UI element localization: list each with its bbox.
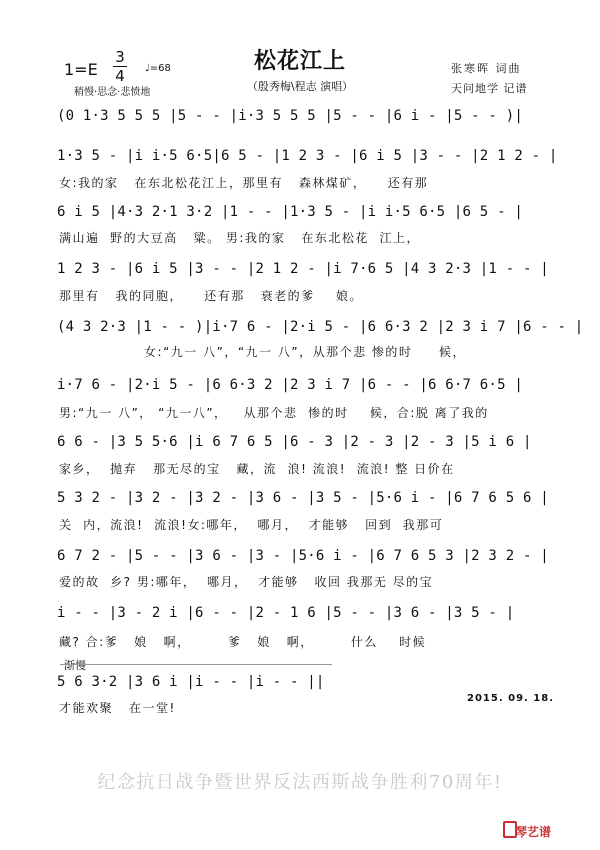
tribute-watermark: 纪念抗日战争暨世界反法西斯战争胜利70周年! [97,772,503,793]
notation-line-0: (0 1·3 5 5 5 |5 - - |i·3 5 5 5 |5 - - |6 i - |5 - - )| [57,108,523,124]
lyrics-line-3: 那里有 我的同胞， 还有那 衰老的爹 娘。 [59,289,363,303]
time-signature [113,49,127,84]
notation-line-5: i·7 6 - |2·i 5 - |6 6·3 2 |2 3 i 7 |6 - - |6 6·7 6·5 | [57,377,523,393]
notation-line-9: i - - |3 - 2 i |6 - - |2 - 1 6 |5 - - |3 6 - |3 5 - | [57,605,515,621]
expression-marking: 稍慢·思念·悲愤地 [74,87,151,98]
song-title: 松花江上 [253,48,346,74]
lyrics-line-7: 关 内，流浪! 流浪!女:哪年， 哪月， 才能够 回到 我那可 [59,518,444,532]
transcription-date: 2015. 09. 18. [467,693,555,704]
transcriber-credit: 天问地学 记谱 [451,82,528,95]
notation-line-2: 6 i 5 |4·3 2·1 3·2 |1 - - |1·3 5 - |i i·5 6·5 |6 5 - | [57,204,523,220]
lyrics-line-1: 女:我的家 在东北松花江上，那里有 森林煤矿， 还有那 [59,176,429,190]
time-signature-top: 3 [115,48,125,66]
lyrics-composer-credit: 张寒晖 词曲 [451,62,522,75]
lyrics-line-5: 男:“九一 八”， “九一八”， 从那个悲 惨的时 候，合:脱 离了我的 [59,406,489,420]
time-signature-bottom: 4 [115,67,125,85]
notation-line-4: (4 3 2·3 |1 - - )|i·7 6 - |2·i 5 - |6 6·3 2 |2 3 i 7 |6 - - | [57,319,584,335]
notation-line-3: 1 2 3 - |6 i 5 |3 - - |2 1 2 - |i 7·6 5 |4 3 2·3 |1 - - | [57,261,549,277]
lyrics-line-10: 才能欢聚 在一堂! [59,701,176,715]
notation-line-7: 5 3 2 - |3 2 - |3 2 - |3 6 - |3 5 - |5·6 i - |6 7 6 5 6 | [57,490,549,506]
singers: （殷秀梅\程志 演唱） [246,80,354,93]
slur-line [60,664,332,665]
key-signature: 1=E [64,60,98,79]
notation-line-8: 6 7 2 - |5 - - |3 6 - |3 - |5·6 i - |6 7 6 5 3 |2 3 2 - | [57,548,549,564]
lyrics-line-2: 满山遍 野的大豆高 粱。 男:我的家 在东北松花 江上， [59,231,421,245]
lyrics-line-4: 女:“九一 八”，“九一 八”，从那个悲 惨的时 候， [59,345,466,359]
notation-line-10: 5 6 3·2 |3 6 i |i - - |i - - || [57,674,325,690]
ritardando-marking: 渐慢 [64,659,86,672]
tempo-marking: ♩=68 [145,63,171,74]
lyrics-line-9: 藏? 合:爹 娘 啊， 爹 娘 啊， 什么 时候 [59,635,427,649]
site-logo: 琴艺谱 [515,825,552,839]
notation-line-6: 6 6 - |3 5 5·6 |i 6 7 6 5 |6 - 3 |2 - 3 |2 - 3 |5 i 6 | [57,434,532,450]
lyrics-line-6: 家乡， 抛弃 那无尽的宝 藏，流 浪! 流浪! 流浪! 整 日价在 [59,462,455,476]
lyrics-line-8: 爱的故 乡? 男:哪年， 哪月， 才能够 收回 我那无 尽的宝 [59,575,434,589]
notation-line-1: 1·3 5 - |i i·5 6·5|6 5 - |1 2 3 - |6 i 5 |3 - - |2 1 2 - | [57,148,558,164]
